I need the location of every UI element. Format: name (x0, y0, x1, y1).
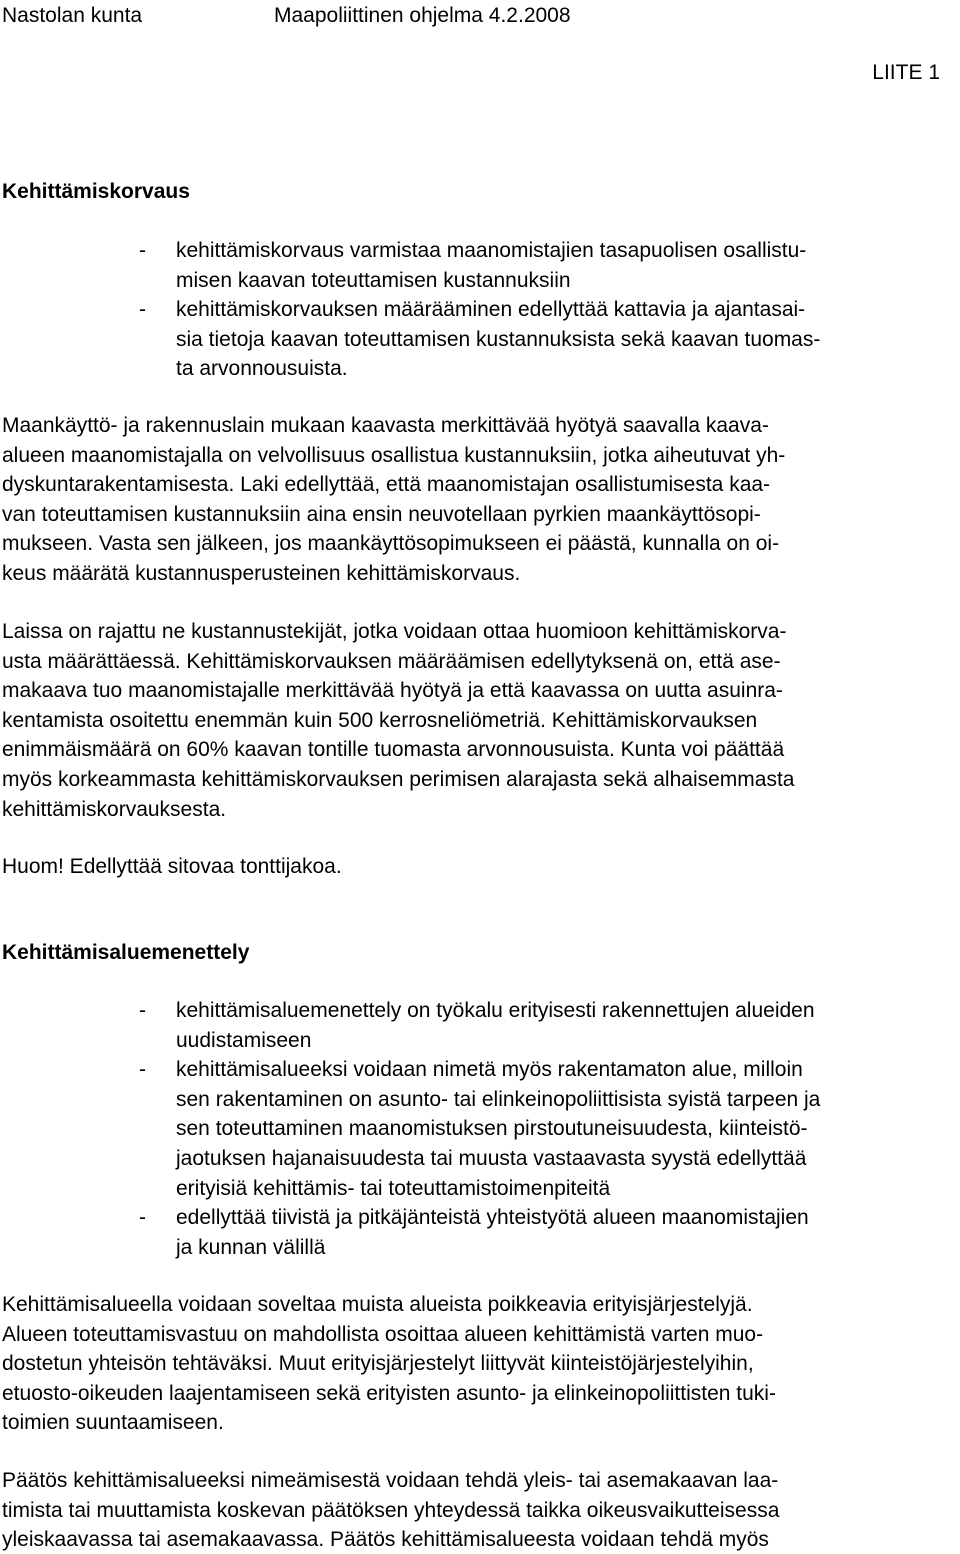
text-line: misen kaavan toteuttamisen kustannuksiin (176, 268, 571, 292)
text-line: Laissa on rajattu ne kustannustekijät, jotka voidaan ottaa huomioon kehittämiskorva- (2, 620, 787, 643)
text-line: toimien suuntaamiseen. (2, 1411, 224, 1435)
text-line: Huom! Edellyttää sitovaa tonttijakoa. (2, 855, 342, 878)
text-line: alueen maanomistajalla on velvollisuus osallistua kustannuksiin, jotka aiheutuvat yh- (2, 443, 786, 467)
text-line: timista tai muuttamista koskevan päätöksen yhteydessä taikka oikeusvaikutteisessa (2, 1498, 780, 1522)
text-line: mukseen. Vasta sen jälkeen, jos maankäyttösopimukseen ei päästä, kunnalla on oi- (2, 532, 780, 556)
text-line: Maankäyttö- ja rakennuslain mukaan kaavasta merkittävää hyötyä saavalla kaava- (2, 414, 769, 437)
text-line: yleiskaavassa tai asemakaavassa. Päätös kehittämisalueesta voidaan tehdä myös (2, 1528, 769, 1552)
text-line: kehittämiskorvaus varmistaa maanomistajien tasapuolisen osallistu- (176, 239, 807, 262)
paragraph-note (2, 852, 957, 882)
header-document-title: Maapoliittinen ohjelma 4.2.2008 (274, 4, 571, 27)
text-line: uudistamiseen (176, 1028, 312, 1052)
text-line: dyskuntarakentamisesta. Laki edellyttää, että maanomistajan osallistumisesta kaa- (2, 473, 771, 497)
text-line: ta arvonnousuista. (176, 357, 348, 381)
text-line: kehittämisalueeksi voidaan nimetä myös rakentamaton alue, milloin (176, 1058, 803, 1082)
text-line: sia tietoja kaavan toteuttamisen kustannuksista sekä kaavan tuomas- (176, 327, 821, 351)
page-header (2, 1, 952, 31)
appendix-label: LIITE 1 (872, 61, 940, 84)
text-line: Alueen toteuttamisvastuu on mahdollista osoittaa alueen kehittämistä varten muo- (2, 1322, 764, 1346)
list-item (0, 236, 960, 295)
section-heading-kehittamisaluemenettely: Kehittämisaluemenettely (2, 941, 250, 964)
text-line: sen rakentaminen on asunto- tai elinkeinopoliittisista syistä tarpeen ja (176, 1087, 821, 1111)
text-line: erityisiä kehittämis- tai toteuttamistoimenpiteitä (176, 1176, 611, 1200)
header-organization: Nastolan kunta (2, 4, 143, 27)
text-line: kehittämisaluemenettely on työkalu erityisesti rakennettujen alueiden (176, 999, 815, 1022)
text-line: Kehittämisalueella voidaan soveltaa muista alueista poikkeavia erityisjärjestelyjä. (2, 1293, 753, 1316)
bullet-dash: - (139, 239, 146, 262)
paragraph (2, 617, 957, 824)
text-line: etuosto-oikeuden laajentamiseen sekä erityisten asunto- ja elinkeinopoliittisten tuki- (2, 1381, 776, 1405)
paragraph (2, 1466, 957, 1554)
text-line: dostetun yhteisön tehtäväksi. Muut erityisjärjestelyt liittyvät kiinteistöjärjestelyihin, (2, 1352, 754, 1376)
bullet-dash: - (139, 298, 146, 322)
bullet-dash: - (139, 1206, 146, 1230)
text-line: usta määrättäessä. Kehittämiskorvauksen määräämisen edellytyksenä on, että ase- (2, 649, 781, 673)
text-line: kentamista osoitettu enemmän kuin 500 kerrosneliömetriä. Kehittämiskorvauksen (2, 708, 758, 732)
text-line: edellyttää tiivistä ja pitkäjänteistä yhteistyötä alueen maanomistajien (176, 1206, 809, 1230)
list-item (0, 295, 960, 384)
list-item (0, 996, 960, 1055)
section2-bullet-list (0, 996, 960, 1262)
section-heading-kehittamiskorvaus: Kehittämiskorvaus (2, 180, 190, 203)
text-line: keus määrätä kustannusperusteinen kehittämiskorvaus. (2, 561, 521, 585)
text-line: enimmäismäärä on 60% kaavan tontille tuomasta arvonnousuista. Kunta voi päättää (2, 738, 785, 762)
text-line: myös korkeammasta kehittämiskorvauksen perimisen alarajasta sekä alhaisemmasta (2, 767, 795, 791)
bullet-dash: - (139, 999, 146, 1022)
text-line: kehittämiskorvauksen määrääminen edellyttää kattavia ja ajantasai- (176, 298, 806, 322)
text-line: jaotuksen hajanaisuudesta tai muusta vastaavasta syystä edellyttää (176, 1146, 807, 1170)
text-line: kehittämiskorvauksesta. (2, 797, 227, 821)
bullet-dash: - (139, 1058, 146, 1082)
text-line: van toteuttamisen kustannuksiin aina ensin neuvotellaan pyrkien maankäyttösopi- (2, 502, 761, 526)
text-line: makaava tuo maanomistajalle merkittävää hyötyä ja että kaavassa on uutta asuinra- (2, 679, 783, 703)
text-line: Päätös kehittämisalueeksi nimeämisestä voidaan tehdä yleis- tai asemakaavan laa- (2, 1469, 779, 1492)
list-item (0, 1203, 960, 1262)
section1-bullet-list (0, 236, 960, 384)
text-line: ja kunnan välillä (176, 1235, 326, 1259)
paragraph (2, 411, 957, 589)
paragraph (2, 1290, 957, 1438)
list-item (0, 1055, 960, 1203)
text-line: sen toteuttaminen maanomistuksen pirstoutuneisuudesta, kiinteistö- (176, 1117, 808, 1141)
